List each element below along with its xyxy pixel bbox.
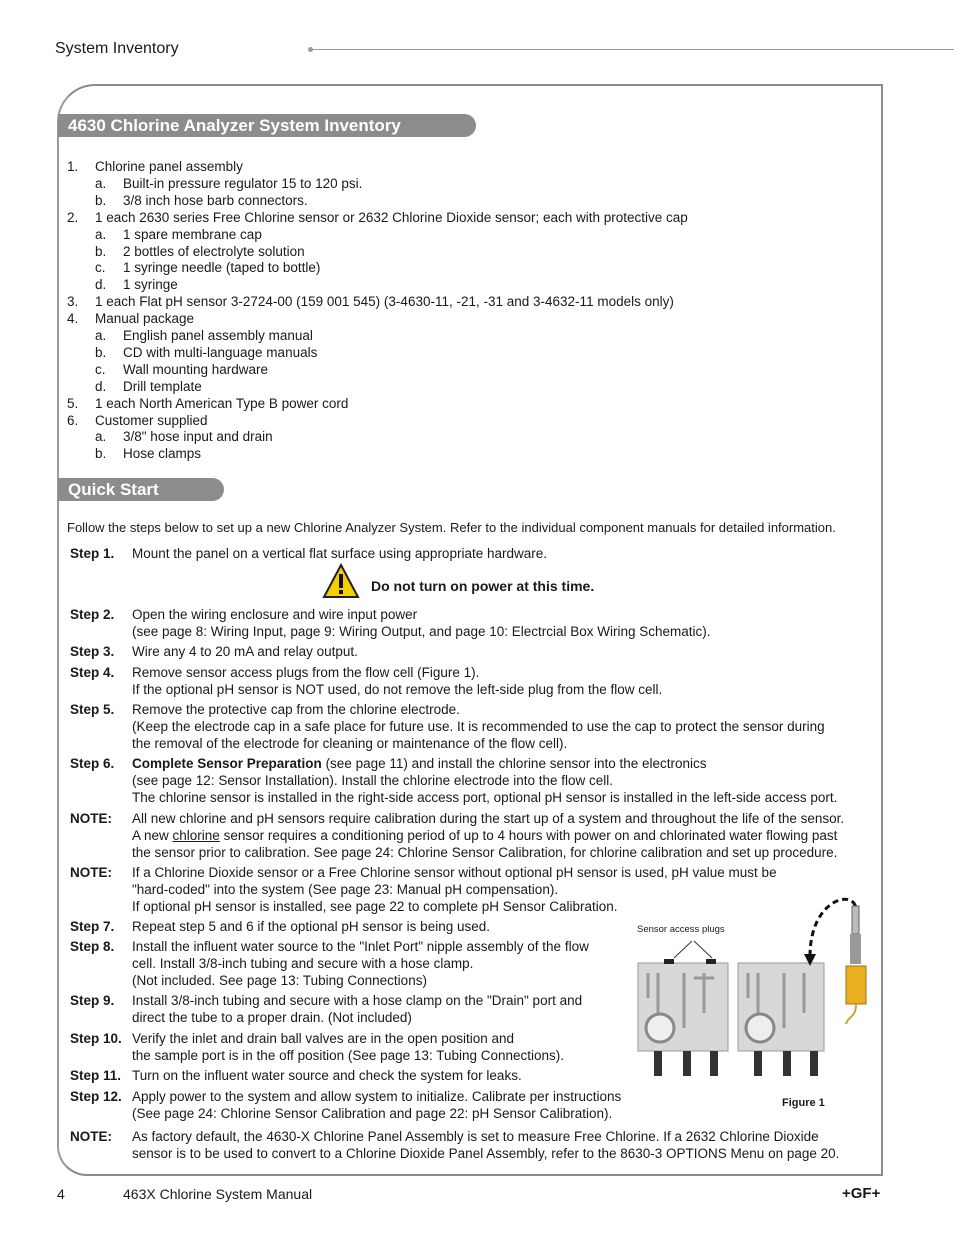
step-label: Step 8. <box>70 939 115 954</box>
inventory-item-text: Built-in pressure regulator 15 to 120 psi. <box>123 175 363 191</box>
inventory-item-text: 2 bottles of electrolyte solution <box>123 243 305 259</box>
inventory-item-marker: d. <box>95 378 107 394</box>
note-text: If a Chlorine Dioxide sensor or a Free Chlorine sensor without optional pH sensor is used, pH value must be <box>132 865 777 880</box>
inventory-item-text: 1 each North American Type B power cord <box>95 395 349 411</box>
note-text: "hard-coded" into the system (See page 23: Manual pH compensation). <box>132 882 559 897</box>
inventory-item-marker: c. <box>95 361 106 377</box>
step-label: Step 12. <box>70 1089 122 1104</box>
gf-logo: +GF+ <box>842 1185 881 1202</box>
page-number: 4 <box>57 1186 65 1202</box>
step-text: Apply power to the system and allow system to initialize. Calibrate per instructions <box>132 1089 622 1104</box>
step-text: (see page 8: Wiring Input, page 9: Wiring Output, and page 10: Electrcial Box Wiring Schematic). <box>132 624 711 639</box>
note-label: NOTE: <box>70 811 112 826</box>
inventory-item-marker: b. <box>95 243 107 259</box>
inventory-item-text: 1 syringe <box>123 277 178 293</box>
inventory-item-marker: 6. <box>67 412 79 428</box>
note-text: A new <box>132 828 173 843</box>
step-bold-text: Complete Sensor Preparation <box>132 756 322 771</box>
step-text: (see page 12: Sensor Installation). Install the chlorine electrode into the flow cell. <box>132 773 614 788</box>
step-text: (Not included. See page 13: Tubing Connections) <box>132 973 427 988</box>
step-text: Wire any 4 to 20 mA and relay output. <box>132 644 358 659</box>
step-text: direct the tube to a proper drain. (Not included) <box>132 1010 412 1025</box>
warning-icon <box>322 563 360 599</box>
note-text: sensor is to be used to convert to a Chlorine Dioxide Panel Assembly, refer to the 8630-3 OPTIONS Menu on page 20. <box>132 1146 840 1161</box>
inventory-item-text: 1 each Flat pH sensor 3-2724-00 (159 001 545) (3-4630-11, -21, -31 and 3-4632-11 models only) <box>95 294 674 310</box>
inventory-item-marker: 3. <box>67 294 79 310</box>
inventory-item-text: Wall mounting hardware <box>123 361 269 377</box>
inventory-item-text: Hose clamps <box>123 446 202 462</box>
inventory-item-marker: a. <box>95 429 107 445</box>
step-text: Turn on the influent water source and check the system for leaks. <box>132 1068 522 1083</box>
step-label: Step 5. <box>70 702 115 717</box>
step-text: If the optional pH sensor is NOT used, do not remove the left-side plug from the flow cell. <box>132 682 663 697</box>
inventory-item-text: CD with multi-language manuals <box>123 344 318 360</box>
step-text: Repeat step 5 and 6 if the optional pH sensor is being used. <box>132 919 490 934</box>
inventory-item-marker: 1. <box>67 159 79 174</box>
step-text: (see page 11) and install the chlorine sensor into the electronics <box>321 756 707 771</box>
inventory-item-text: English panel assembly manual <box>123 328 313 343</box>
figure-label-sensor-plugs: Sensor access plugs <box>637 924 725 935</box>
inventory-item-marker: a. <box>95 226 107 242</box>
quickstart-intro: Follow the steps below to set up a new Chlorine Analyzer System. Refer to the individual component manuals for detailed information. <box>67 520 836 535</box>
note-text: As factory default, the 4630-X Chlorine Panel Assembly is set to measure Free Chlorine. If a 2632 Chlorine Dioxide <box>132 1129 819 1144</box>
step-text: Remove the protective cap from the chlorine electrode. <box>132 702 460 717</box>
inventory-item-text: 1 spare membrane cap <box>123 226 262 242</box>
inventory-item-marker: 2. <box>67 209 79 225</box>
inventory-item-marker: b. <box>95 344 107 360</box>
step-text: Install 3/8-inch tubing and secure with a hose clamp on the "Drain" port and <box>132 993 583 1008</box>
inventory-item-text: Chlorine panel assembly <box>95 159 243 174</box>
step-text: Mount the panel on a vertical flat surface using appropriate hardware. <box>132 546 547 561</box>
step-text: the removal of the electrode for cleaning or maintenance of the flow cell). <box>132 736 568 751</box>
step-text: the sample port is in the off position (See page 13: Tubing Connections). <box>132 1048 565 1063</box>
running-header: System Inventory <box>55 40 179 57</box>
warning-text: Do not turn on power at this time. <box>371 578 595 594</box>
step-label: Step 2. <box>70 607 115 622</box>
step-label: Step 9. <box>70 993 115 1008</box>
note-text: All new chlorine and pH sensors require calibration during the start up of a system and throughout the life of the sensor. <box>132 811 845 826</box>
header-rule <box>312 49 954 50</box>
note-text: If optional pH sensor is installed, see page 22 to complete pH Sensor Calibration. <box>132 899 618 914</box>
step-text: Verify the inlet and drain ball valves are in the open position and <box>132 1031 515 1046</box>
inventory-item-text: Drill template <box>123 378 202 394</box>
step-label: Step 7. <box>70 919 115 934</box>
step-label: Step 3. <box>70 644 115 659</box>
step-text: Install the influent water source to the "Inlet Port" nipple assembly of the flow <box>132 939 589 954</box>
inventory-section-title: 4630 Chlorine Analyzer System Inventory <box>58 114 476 137</box>
step-text: The chlorine sensor is installed in the right-side access port, optional pH sensor is installed in the left-side access port. <box>132 790 838 805</box>
quickstart-section-title: Quick Start <box>58 478 224 501</box>
step-text: cell. Install 3/8-inch tubing and secure with a hose clamp. <box>132 956 474 971</box>
inventory-item-text: Customer supplied <box>95 412 208 428</box>
inventory-item-marker: b. <box>95 446 107 462</box>
step-text: Remove sensor access plugs from the flow cell (Figure 1). <box>132 665 480 680</box>
note-underlined-text: chlorine <box>172 828 220 843</box>
note-text: sensor requires a conditioning period of up to 4 hours with power on and chlorinated water flowing past <box>219 828 838 843</box>
inventory-item-text: Manual package <box>95 311 195 327</box>
step-text: Open the wiring enclosure and wire input power <box>132 607 418 622</box>
step-label: Step 11. <box>70 1068 122 1083</box>
step-text: (Keep the electrode cap in a safe place for future use. It is recommended to use the cap to protect the sensor during <box>132 719 825 734</box>
inventory-item-text: 1 syringe needle (taped to bottle) <box>123 260 321 276</box>
flow-cell-figure <box>634 888 874 1088</box>
note-label: NOTE: <box>70 865 112 880</box>
note-label: NOTE: <box>70 1129 112 1144</box>
inventory-item-text: 3/8 inch hose barb connectors. <box>123 192 308 208</box>
inventory-item-marker: 5. <box>67 395 79 411</box>
step-label: Step 6. <box>70 756 115 771</box>
step-label: Step 4. <box>70 665 115 680</box>
inventory-item-marker: b. <box>95 192 107 208</box>
inventory-item-marker: a. <box>95 328 107 343</box>
step-label: Step 1. <box>70 546 115 561</box>
inventory-item-marker: c. <box>95 260 106 276</box>
inventory-item-marker: 4. <box>67 311 79 327</box>
inventory-item-marker: a. <box>95 175 107 191</box>
step-label: Step 10. <box>70 1031 122 1046</box>
footer-title: 463X Chlorine System Manual <box>123 1186 313 1202</box>
inventory-item-text: 3/8" hose input and drain <box>123 429 273 445</box>
step-text: (See page 24: Chlorine Sensor Calibration and page 22: pH Sensor Calibration). <box>132 1106 613 1121</box>
inventory-item-text: 1 each 2630 series Free Chlorine sensor or 2632 Chlorine Dioxide sensor; each with protective cap <box>95 209 688 225</box>
note-text: the sensor prior to calibration. See page 24: Chlorine Sensor Calibration, for chlorine calibration and set up procedure. <box>132 845 838 860</box>
figure-caption: Figure 1 <box>782 1097 825 1109</box>
inventory-item-marker: d. <box>95 277 107 293</box>
